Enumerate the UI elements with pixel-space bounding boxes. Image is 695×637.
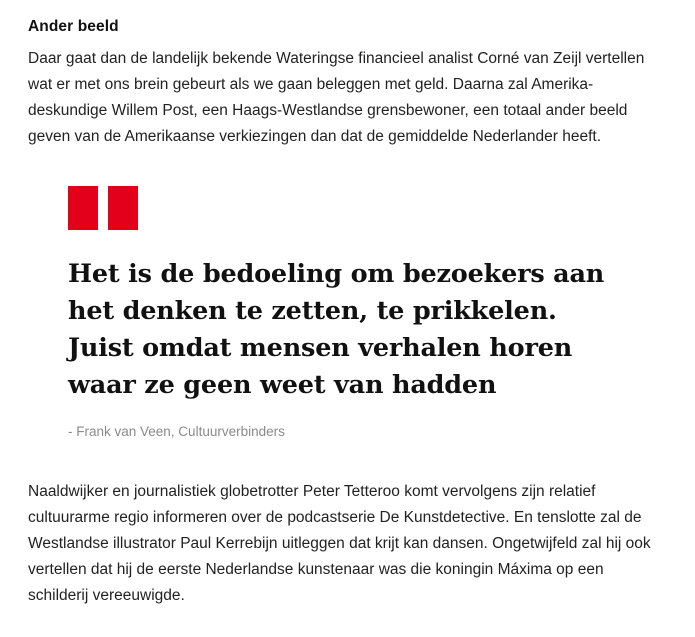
section-heading: Ander beeld <box>28 18 119 35</box>
pullquote-text: Het is de bedoeling om bezoekers aan het denken te zetten, te prikkelen. Juist omdat mensen verhalen horen waar ze geen weet van hadden <box>68 259 605 400</box>
pullquote-attribution: - Frank van Veen, Cultuurverbinders <box>68 424 285 439</box>
intro-paragraph: Daar gaat dan de landelijk bekende Wateringse financieel analist Corné van Zeijl vertellen wat er met ons brein gebeurt als we gaan beleggen met geld. Daarna zal Amerika-deskundige Willem Post, een Haags-Westlandse grensbewoner, een totaal ander beeld geven van de Amerikaanse verkiezingen dan dat de gemiddelde Nederlander heeft. <box>28 50 645 145</box>
quotation-mark-icon <box>68 186 146 230</box>
pullquote <box>68 186 608 439</box>
closing-paragraph: Naaldwijker en journalistiek globetrotter Peter Tetteroo komt vervolgens zijn relatief cultuurarme regio informeren over de podcastserie De Kunstdetective. En tenslotte zal de Westlandse illustrator Paul Kerrebijn uitleggen dat krijt kan dansen. Ongetwijfeld zal hij ook vertellen dat hij de eerste Nederlandse kunstenaar was die koningin Máxima op een schilderij vereeuwigde. <box>28 483 651 604</box>
